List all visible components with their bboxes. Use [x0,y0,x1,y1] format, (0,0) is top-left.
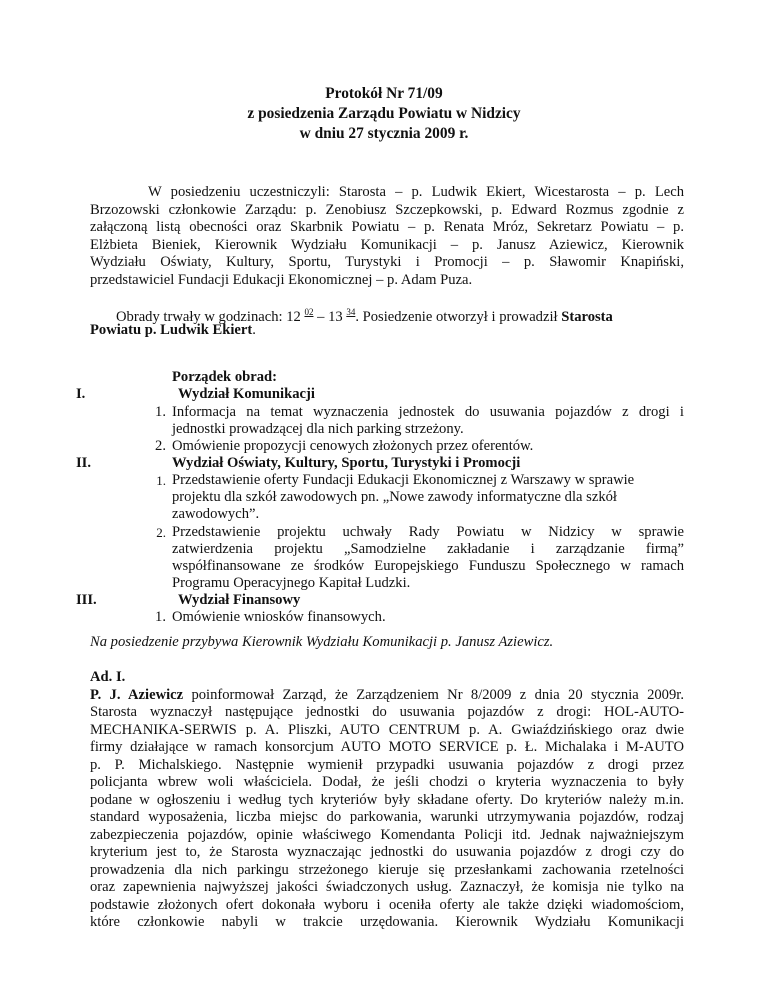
document-title [0,84,768,144]
session-dash: – 13 [317,309,343,325]
ad1-speaker: P. J. Aziewicz [90,686,184,703]
ad1-line: podane w ogłoszeniu i według tych kryteriów były składane oferty. Do kryteriów należy m.in. [90,791,684,808]
agenda-item-line: jednostki prowadzącej dla nich parking strzeżony. [172,421,464,437]
session-chair-b: Powiatu p. Ludwik Ekiert [90,321,253,338]
agenda-section-title: Wydział Komunikacji [178,386,315,402]
agenda-item-number: 1. [155,609,166,625]
agenda-section-number: II. [76,455,92,471]
agenda-item-line: współfinansowane ze środków Europejskiego Funduszu Społecznego w ramach [172,558,684,574]
attendance-line: załączoną listą obecności oraz Skarbnik Powiatu – p. Renata Mróz, Sekretarz Powiatu – p. [90,219,684,235]
agenda-heading: Porządek obrad: [172,369,277,385]
agenda-item-number: 1. [155,404,166,420]
session-end-minutes: 34 [346,307,356,317]
ad1-line: oraz zapewnienia najwyższej jakości świadczonych usług. Zaznaczył, że komisja nie tylko na [90,879,684,895]
agenda-item-line: Informacja na temat wyznaczenia jednostek do usuwania pojazdów z drogi i [172,404,684,420]
ad1-line: policjanta wbrew woli właściciela. Dodał, że jeśli chodzi o kryteria wyznaczenia to były [90,774,684,790]
ad1-line: Starosta wyznaczył następujące jednostki do usuwania pojazdów z drogi: HOL-AUTO- [90,704,684,720]
agenda-item-number: 2. [156,525,166,540]
ad1-line: podstawie złożonych ofert dokonała wyboru i oceniła oferty ale także dzięki wiadomościom, [90,896,684,913]
agenda-item-number: 1. [156,473,166,488]
ad1-line: prowadzenia dla nich parkingu strzeżonego kieruje się przesłankami zachowania rzetelności [90,861,684,878]
session-suffix: . Posiedzenie otworzył i prowadził [355,309,558,325]
agenda-section-number: III. [76,592,97,608]
agenda-section-title: Wydział Finansowy [178,592,301,608]
agenda-section-number: I. [76,386,86,402]
ad1-line: p. P. Michalskiego. Następnie wymienił przypadki usuwania pojazdów z drogi przez [90,756,684,773]
ad1-line: firmy działające w ramach konsorcjum AUTO MOTO SERVICE p. Ł. Michalaka i M-AUTO [90,739,684,755]
arrival-note: Na posiedzenie przybywa Kierownik Wydziału Komunikacji p. Janusz Aziewicz. [90,634,554,650]
session-chair-a: Starosta [561,309,613,325]
agenda-item-number: 2. [155,438,166,454]
ad1-heading: Ad. I. [90,669,126,685]
session-start-minutes: 02 [304,307,314,317]
agenda-item-line: Omówienie wniosków finansowych. [172,609,386,625]
ad1-line: kryterium jest to, że Starosta wyznaczając jednostki do usuwania pojazdów z drogi czy do [90,844,684,860]
attendance-line: Brzozowski członkowie Zarządu: p. Zenobiusz Szczepkowski, p. Edward Rozmus zgodnie z [90,201,684,218]
session-prefix: Obrady trwały w godzinach: 12 [116,309,301,325]
ad1-section [90,669,684,932]
ad1-line: zabezpieczenia pojazdów, opinie właściwego Komendanta Policji itd. Jednak najważniejszym [90,826,684,843]
title-line-3: w dniu 27 stycznia 2009 r. [299,125,469,142]
attendance-paragraph [90,184,684,289]
attendance-line: Elżbieta Bieniek, Kierownik Wydziału Komunikacji – p. Janusz Aziewicz, Kierownik [90,236,684,253]
agenda-item-line: Omówienie propozycji cenowych złożonych przez oferentów. [172,438,534,454]
attendance-line: W posiedzeniu uczestniczyli: Starosta – p. Ludwik Ekiert, Wicestarosta – p. Lech [148,184,684,200]
ad1-line: standard wyposażenia, liczba miejsc do parkowania, warunki utrzymywania pojazdów, rodzaj [90,809,684,825]
agenda-item-line: zawodowych”. [172,506,260,522]
agenda-item-line: zatwierdzenia projektu „Samodzielne zakładanie i zarządzanie firmą” [172,541,684,557]
ad1-line: MECHANIKA-SERWIS p. A. Pliszki, AUTO CENTRUM p. A. Gwiaździńskiego oraz dwie [90,721,684,738]
attendance-line: przedstawiciel Fundacji Edukacji Ekonomicznej – p. Adam Puza. [90,271,473,288]
agenda-item-line: projektu dla szkół zawodowych pn. „Nowe zawody informatyczne dla szkół [172,489,617,505]
title-line-2: z posiedzenia Zarządu Powiatu w Nidzicy [247,105,521,122]
attendance-line: Wydziału Oświaty, Kultury, Sportu, Turystyki i Promocji – p. Sławomir Knapiński, [90,254,684,270]
agenda-section-title: Wydział Oświaty, Kultury, Sportu, Turystyki i Promocji [172,455,521,471]
session-paragraph: Obrady trwały w godzinach: 12 $^{02}$ – 13 $^{34}$. Posiedzenie otworzył i prowadził Starosta Powiatu p. Ludwik Ekiert. [90,307,613,338]
agenda-item-line: Przedstawienie projektu uchwały Rady Powiatu w Nidzicy w sprawie [172,524,684,540]
title-line-1: Protokół Nr 71/09 [325,85,443,102]
agenda-item-line: Programu Operacyjnego Kapitał Ludzki. [172,575,411,591]
agenda-item-line: Przedstawienie oferty Fundacji Edukacji Ekonomicznej z Warszawy w sprawie [172,472,635,488]
ad1-first-line: poinformował Zarząd, że Zarządzeniem Nr 8/2009 z dnia 20 stycznia 2009r. [191,686,684,703]
ad1-line: które członkowie nabyli w trakcie urzędowania. Kierownik Wydziału Komunikacji [90,914,684,930]
